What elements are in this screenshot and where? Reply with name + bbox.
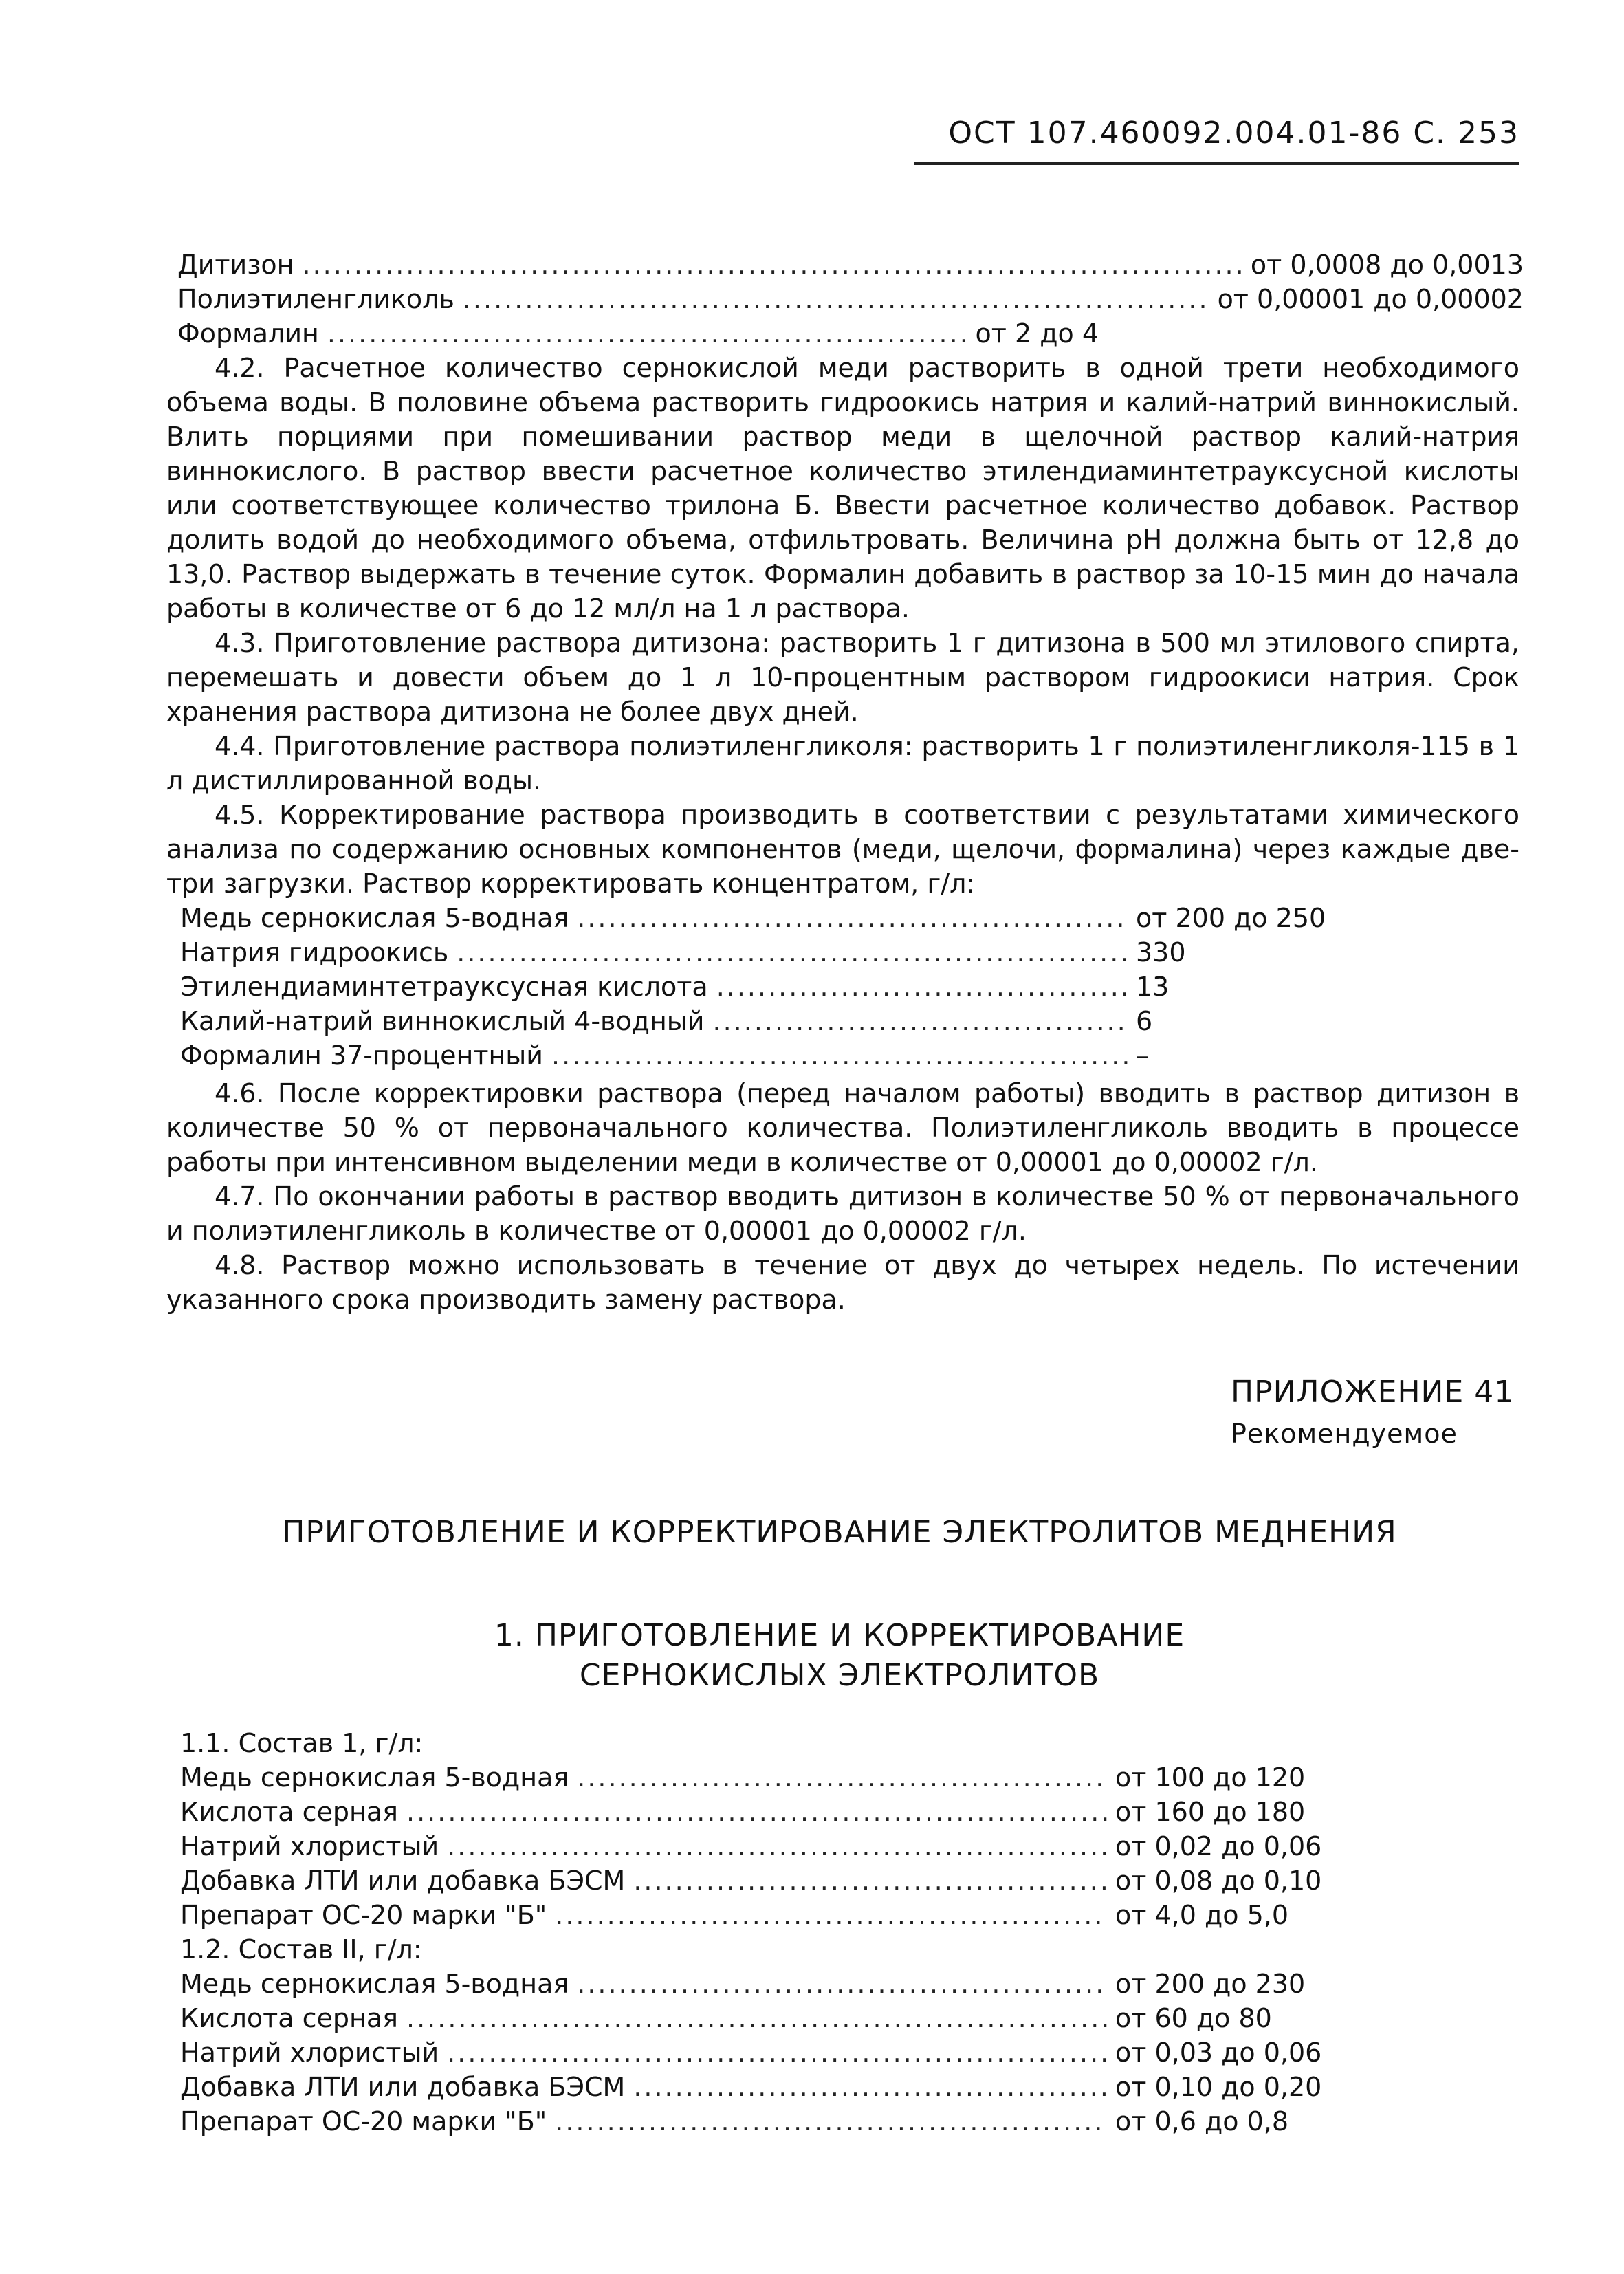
list-item: Полиэтиленгликоль ..... от 0,00001 до 0,00002 xyxy=(177,282,1524,316)
paragraph-4-5: 4.5. Корректирование раствора производить в соответствии с результатами химического анализа по содержанию основных компонентов (меди, щелочи, формалина) через каждые две-три загрузки. Раствор корректировать концентратом, г/л: xyxy=(166,800,1519,899)
list-item: Медь сернокислая 5-водная ..... от 100 до 120 xyxy=(180,1760,1390,1795)
paragraph-4-8: 4.8. Раствор можно использовать в течение от двух до четырех недель. По истечении указанного срока производить замену раствора. xyxy=(166,1250,1519,1315)
list-item: Натрия гидроокись ..... 330 xyxy=(180,935,1363,970)
paragraph-4-6: 4.6. После корректировки раствора (перед началом работы) вводить в раствор дитизон в количестве 50 % от первоначального количества. Полиэтиленгликоль вводить в процессе работы при интенсивном выделении меди в количестве от 0,00001 до 0,00002 г/л. xyxy=(166,1078,1519,1177)
list-item: Медь сернокислая 5-водная ..... от 200 до 250 xyxy=(180,901,1363,935)
composition-1-heading: 1.1. Состав 1, г/л: xyxy=(180,1728,424,1758)
concentrate-list xyxy=(180,901,1363,1073)
section-title: 1. ПРИГОТОВЛЕНИЕ И КОРРЕКТИРОВАНИЕ СЕРНОКИСЛЫХ ЭЛЕКТРОЛИТОВ xyxy=(494,1618,1185,1693)
paragraph-4-7: 4.7. По окончании работы в раствор вводить дитизон в количестве 50 % от первоначального и полиэтиленгликоль в количестве от 0,00001 до 0,00002 г/л. xyxy=(166,1181,1519,1246)
list-item: Формалин ..... от 2 до 4 xyxy=(177,316,1099,351)
paragraph-4-3: 4.3. Приготовление раствора дитизона: растворить 1 г дитизона в 500 мл этилового спирта, перемешать и довести объем до 1 л 10-процентным раствором гидроокиси натрия. Срок хранения раствора дитизона не более двух дней. xyxy=(166,628,1519,727)
list-item: Формалин 37-процентный ..... – xyxy=(180,1038,1363,1073)
list-item: Натрий хлористый ..... от 0,03 до 0,06 xyxy=(180,2035,1390,2070)
compositions xyxy=(180,1726,1390,2139)
list-item: Калий-натрий виннокислый 4-водный ..... 6 xyxy=(180,1004,1363,1038)
paragraph-4-4: 4.4. Приготовление раствора полиэтиленгликоля: растворить 1 г полиэтиленгликоля-115 в 1 л дистиллированной воды. xyxy=(166,731,1519,796)
list-item: Натрий хлористый ..... от 0,02 до 0,06 xyxy=(180,1829,1390,1863)
composition-2-heading: 1.2. Состав II, г/л: xyxy=(180,1934,422,1965)
list-item: Препарат ОС-20 марки "Б" ..... от 4,0 до 5,0 xyxy=(180,1898,1390,1932)
top-ingredient-list xyxy=(177,248,1524,351)
list-item: Кислота серная ..... от 60 до 80 xyxy=(180,2001,1390,2035)
list-item: Кислота серная ..... от 160 до 180 xyxy=(180,1795,1390,1829)
paragraphs-block-2 xyxy=(166,1076,1519,1317)
paragraphs-block-1 xyxy=(166,351,1519,901)
appendix-label: ПРИЛОЖЕНИЕ 41 Рекомендуемое xyxy=(1231,1375,1515,1449)
page-header: ОСТ 107.460092.004.01-86 С. 253 xyxy=(914,116,1519,165)
list-item: Добавка ЛТИ или добавка БЭСМ ..... от 0,08 до 0,10 xyxy=(180,1863,1390,1898)
list-item: Дитизон ..... от 0,0008 до 0,0013 xyxy=(177,248,1524,282)
main-title: ПРИГОТОВЛЕНИЕ И КОРРЕКТИРОВАНИЕ ЭЛЕКТРОЛИТОВ МЕДНЕНИЯ xyxy=(282,1515,1397,1550)
list-item: Медь сернокислая 5-водная ..... от 200 до 230 xyxy=(180,1967,1390,2001)
list-item: Препарат ОС-20 марки "Б" ..... от 0,6 до 0,8 xyxy=(180,2104,1390,2139)
list-item: Этилендиаминтетрауксусная кислота ..... 13 xyxy=(180,970,1363,1004)
paragraph-4-2: 4.2. Расчетное количество сернокислой меди растворить в одной трети необходимого объема воды. В половине объема растворить гидроокись натрия и калий-натрий виннокислый. Влить порциями при помешивании раствор меди в щелочной раствор калий-натрия виннокислого. В раствор ввести расчетное количество этилендиаминтетрауксусной кислоты или соответствующее количество трилона Б. Ввести расчетное количество добавок. Раствор долить водой до необходимого объема, отфильтровать. Величина pH должна быть от 12,8 до 13,0. Раствор выдержать в течение суток. Формалин добавить в раствор за 10-15 мин до начала работы в количестве от 6 до 12 мл/л на 1 л раствора. xyxy=(166,353,1519,624)
list-item: Добавка ЛТИ или добавка БЭСМ ..... от 0,10 до 0,20 xyxy=(180,2070,1390,2104)
